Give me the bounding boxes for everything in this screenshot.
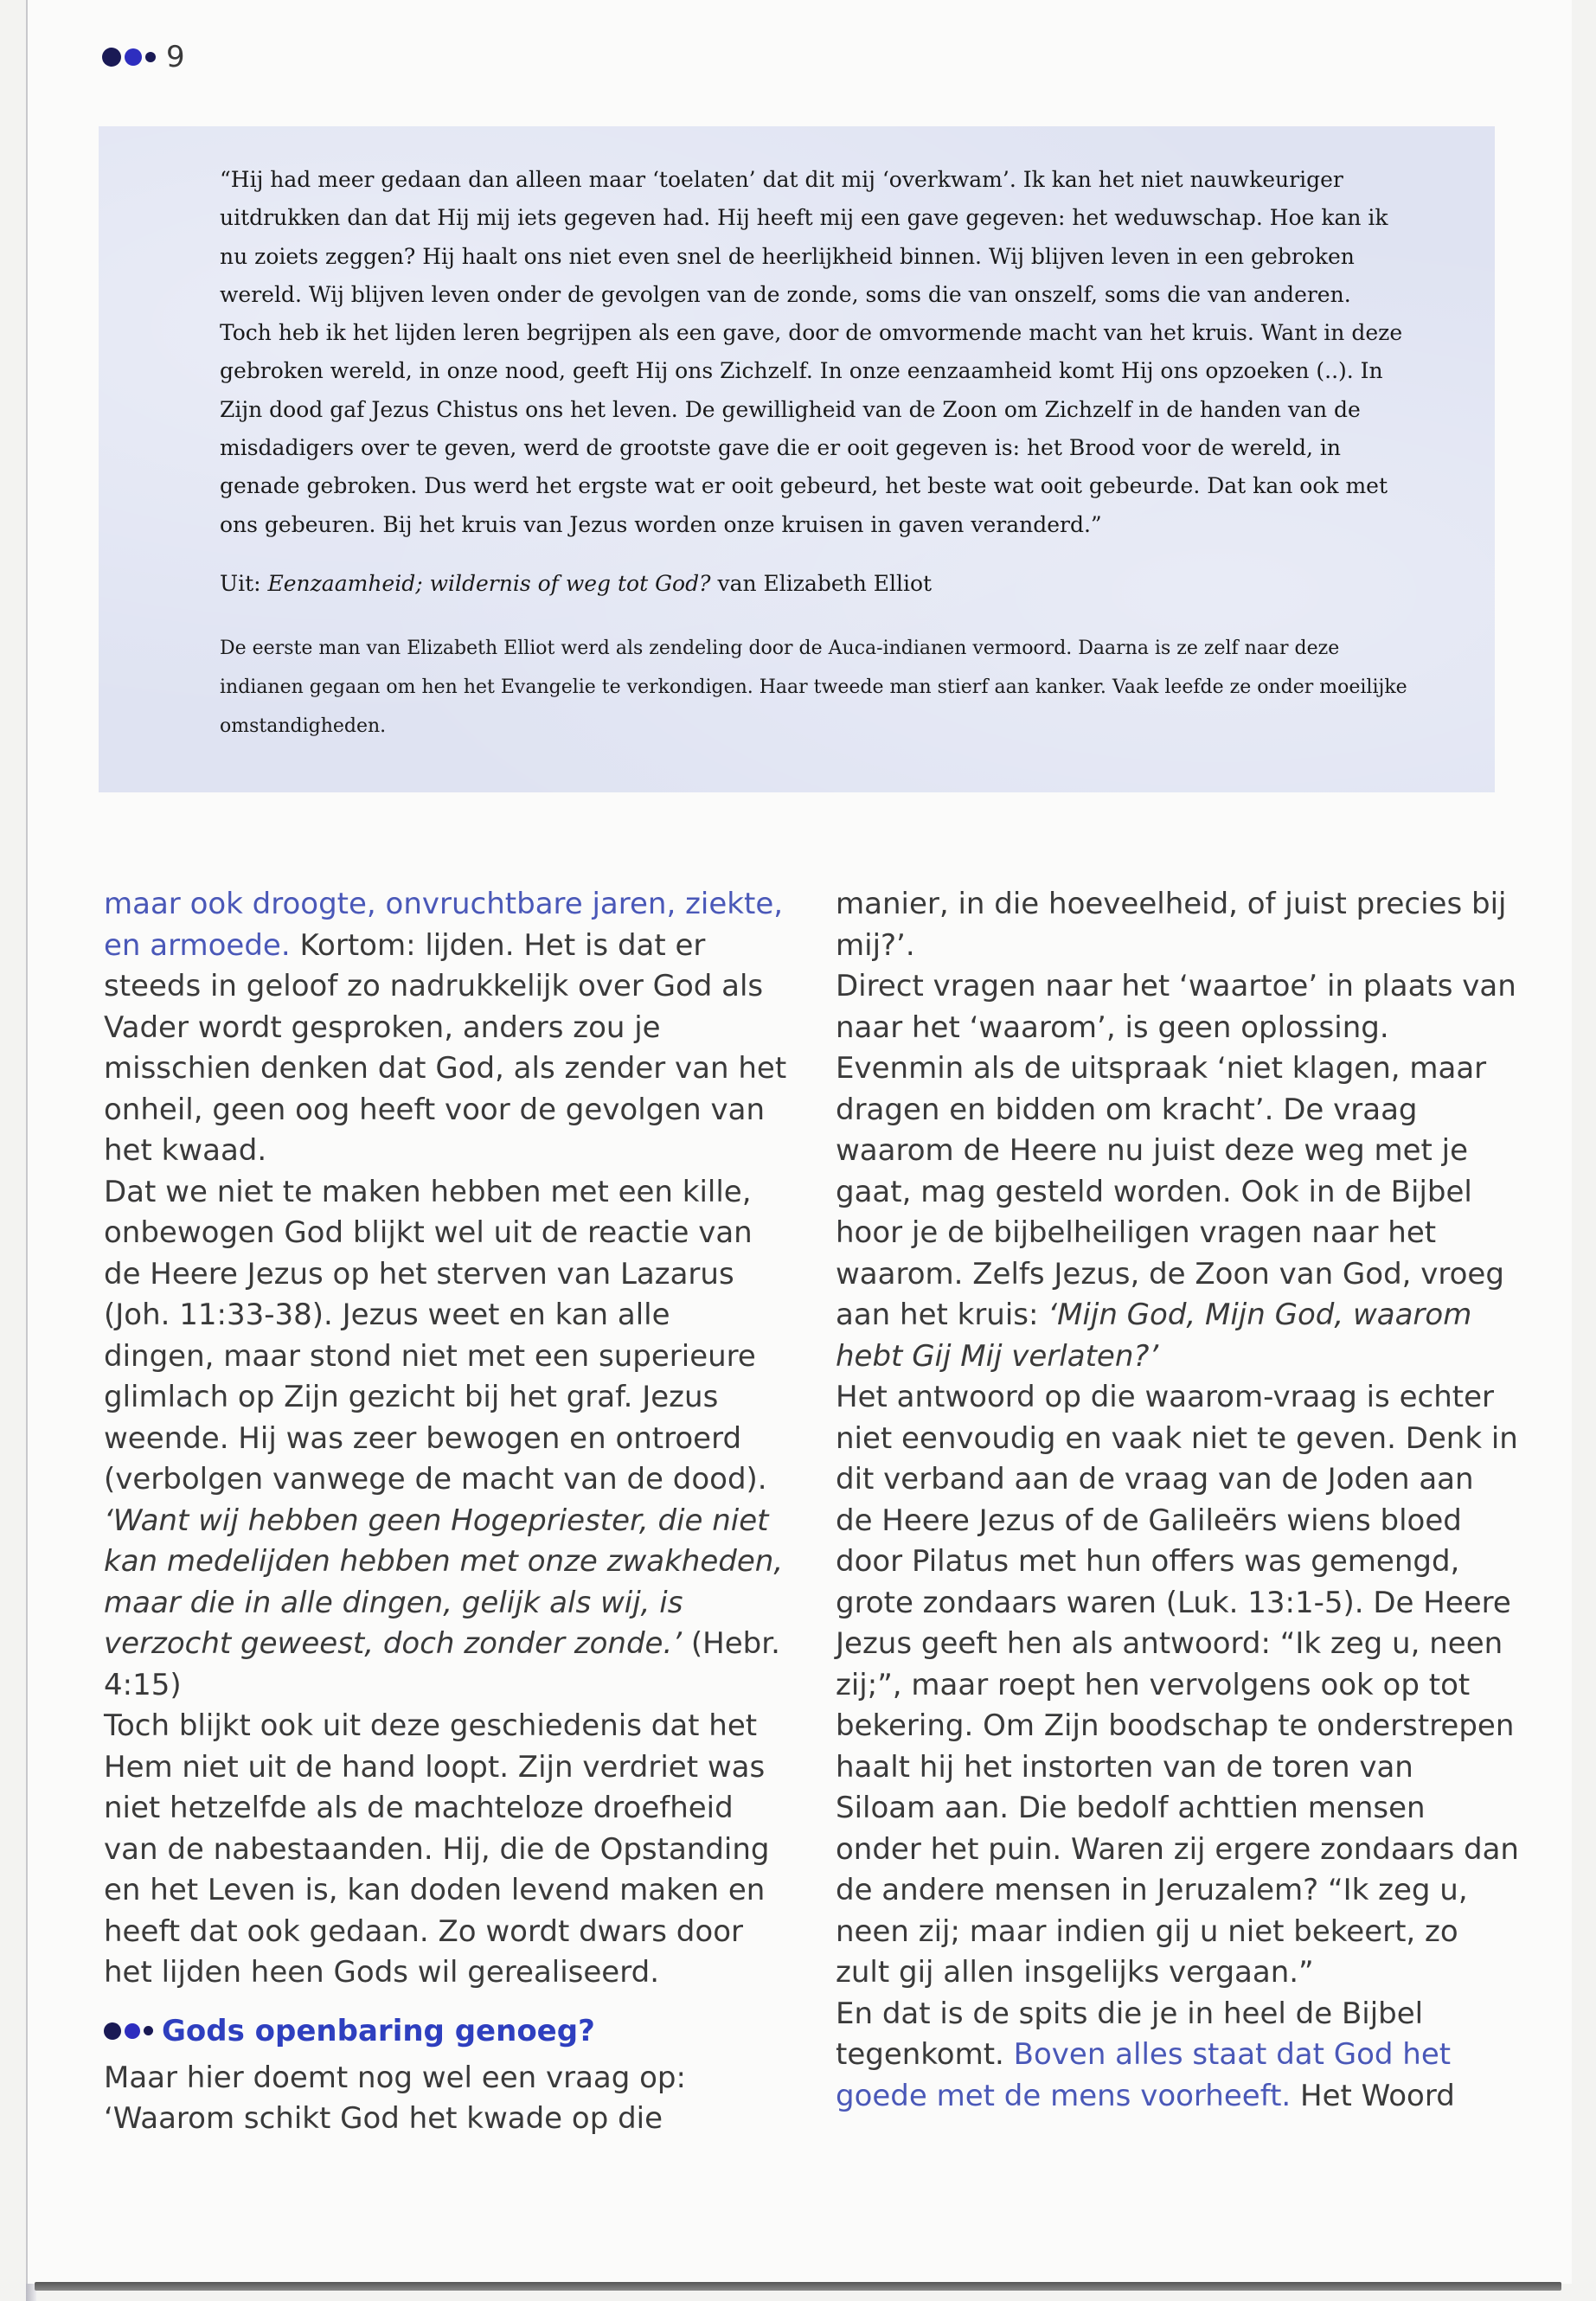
quote-note: De eerste man van Elizabeth Elliot werd als zendeling door de Auca-indianen vermoord. Daarna is ze zelf naar deze indianen gegaan om hen het Evangelie te verkondigen. Haar tweede man stierf aan kanker. Vaak leefde ze onder moeilijke omstandigheden.	[220, 637, 1407, 737]
source-prefix: Uit:	[220, 570, 268, 596]
quote-text: “Hij had meer gedaan dan alleen maar ‘toelaten’ dat dit mij ‘overkwam’. Ik kan het niet nauwkeuriger uitdrukken dan dat Hij mij iets gegeven had. Hij heeft mij een gave gegeven: het weduwschap. Hoe kan ik nu zoiets zeggen? Hij haalt ons niet even snel de heerlijkheid binnen. Wij blijven leven in een gebroken wereld. Wij blijven leven onder de gevolgen van de zonde, soms die van onszelf, soms die van anderen. Toch heb ik het lijden leren begrijpen als een gave, door de omvormende macht van het kruis. Want in deze gebroken wereld, in onze nood, geeft Hij ons Zichzelf. In onze eenzaamheid komt Hij ons opzoeken (..). In Zijn dood gaf Jezus Chistus ons het leven. De gewilligheid van de Zoon om Zichzelf in de handen van de misdadigers over te geven, werd de grootste gave die er ooit gegeven is: het Brood voor de wereld, in genade gebroken. Dus werd het ergste wat er ooit gebeurd, het beste wat ooit gebeurde. Dat kan ook met ons gebeuren. Bij het kruis van Jezus worden onze kruisen in gaven veranderd.”	[220, 167, 1403, 537]
source-title: Eenzaamheid; wildernis of weg tot God?	[267, 570, 711, 596]
section-heading-text: Gods openbaring genoeg?	[162, 2013, 595, 2048]
dots-icon	[104, 2022, 153, 2040]
left-paragraph-3: Toch blijkt ook uit deze geschiedenis dat het Hem niet uit de hand loopt. Zijn verdriet was niet hetzelfde als de machteloze droefheid van de nabestaanden. Hij, die de Opstanding en het Leven is, kan doden levend maken en heeft dat ook gedaan. Zo wordt dwars door het lijden heen Gods wil gerealiseerd.	[104, 1708, 770, 1990]
quote-source	[220, 567, 1408, 601]
highlight-text: maar ook droogte, onvruchtbare jaren, ziekte, en armoede.	[104, 887, 784, 963]
right-column	[836, 884, 1519, 2117]
left-paragraph-4: Maar hier doemt nog wel een vraag op: ‘Waarom schikt God het kwade op die	[104, 2060, 686, 2136]
left-column	[104, 884, 787, 2140]
page-header	[102, 40, 185, 74]
right-paragraph-4: En dat is de spits die je in heel de Bijbel tegenkomt. Boven alles staat dat God het goede met de mens voorheeft. Het Woord	[836, 1996, 1455, 2113]
left-paragraph-1: maar ook droogte, onvruchtbare jaren, ziekte, en armoede. Kortom: lijden. Het is dat er steeds in geloof zo nadrukkelijk over God als Vader wordt gesproken, anders zou je misschien denken dat God, als zender van het onheil, geen oog heeft voor de gevolgen van het kwaad.	[104, 887, 787, 1168]
section-heading	[104, 2009, 787, 2053]
source-author: van Elizabeth Elliot	[710, 570, 933, 596]
right-paragraph-3: Het antwoord op die waarom-vraag is echter niet eenvoudig en vaak niet te geven. Denk in dit verband aan de vraag van de Joden aan de Heere Jezus of de Galileërs wiens bloed door Pilatus met hun offers was gemengd, grote zondaars waren (Luk. 13:1-5). De Heere Jezus geeft hen als antwoord: “Ik zeg u, neen zij;”, maar roept hen vervolgens ook op tot bekering. Om Zijn boodschap te onderstrepen haalt hij het instorten van de toren van Siloam aan. Die bedolf achttien mensen onder het puin. Waren zij ergere zondaars dan de andere mensen in Jeruzalem? “Ik zeg u, neen zij; maar indien gij u niet bekeert, zo zult gij allen insgelijks vergaan.”	[836, 1380, 1519, 1990]
scripture-quote: ‘Want wij hebben geen Hogepriester, die niet kan medelijden hebben met onze zwakheden, maar die in alle dingen, gelijk als wij, is verzocht geweest, doch zonder zonde.’	[104, 1503, 784, 1661]
page-number: 9	[166, 40, 185, 74]
left-paragraph-2: Dat we niet te maken hebben met een kille, onbewogen God blijkt wel uit de reactie van de Heere Jezus op het sterven van Lazarus (Joh. 11:33-38). Jezus weet en kan alle dingen, maar stond niet met een superieure glimlach op Zijn gezicht bij het graf. Jezus weende. Hij was zeer bewogen en ontroerd (verbolgen vanwege de macht van de dood). ‘Want wij hebben geen Hogepriester, die niet kan medelijden hebben met onze zwakheden, maar die in alle dingen, gelijk als wij, is verzocht geweest, doch zonder zonde.’ (Hebr. 4:15)	[104, 1174, 784, 1702]
right-paragraph-2: Direct vragen naar het ‘waartoe’ in plaats van naar het ‘waarom’, is geen oplossing. Evenmin als de uitspraak ‘niet klagen, maar dragen en bidden om kracht’. De vraag waarom de Heere nu juist deze weg met je gaat, mag gesteld worden. Ook in de Bijbel hoor je de bijbelheiligen vragen naar het waarom. Zelfs Jezus, de Zoon van God, vroeg aan het kruis: ‘Mijn God, Mijn God, waarom hebt Gij Mij verlaten?’	[836, 969, 1516, 1374]
bottom-rule	[35, 2282, 1561, 2291]
quote-box	[99, 126, 1495, 792]
highlight-text: Boven alles staat dat God het goede met de mens voorheeft.	[836, 2037, 1452, 2113]
dots-icon	[102, 48, 156, 67]
scripture-quote: ‘Mijn God, Mijn God, waarom hebt Gij Mij verlaten?’	[836, 1298, 1472, 1374]
right-paragraph-1: manier, in die hoeveelheid, of juist precies bij mij?’.	[836, 887, 1507, 963]
